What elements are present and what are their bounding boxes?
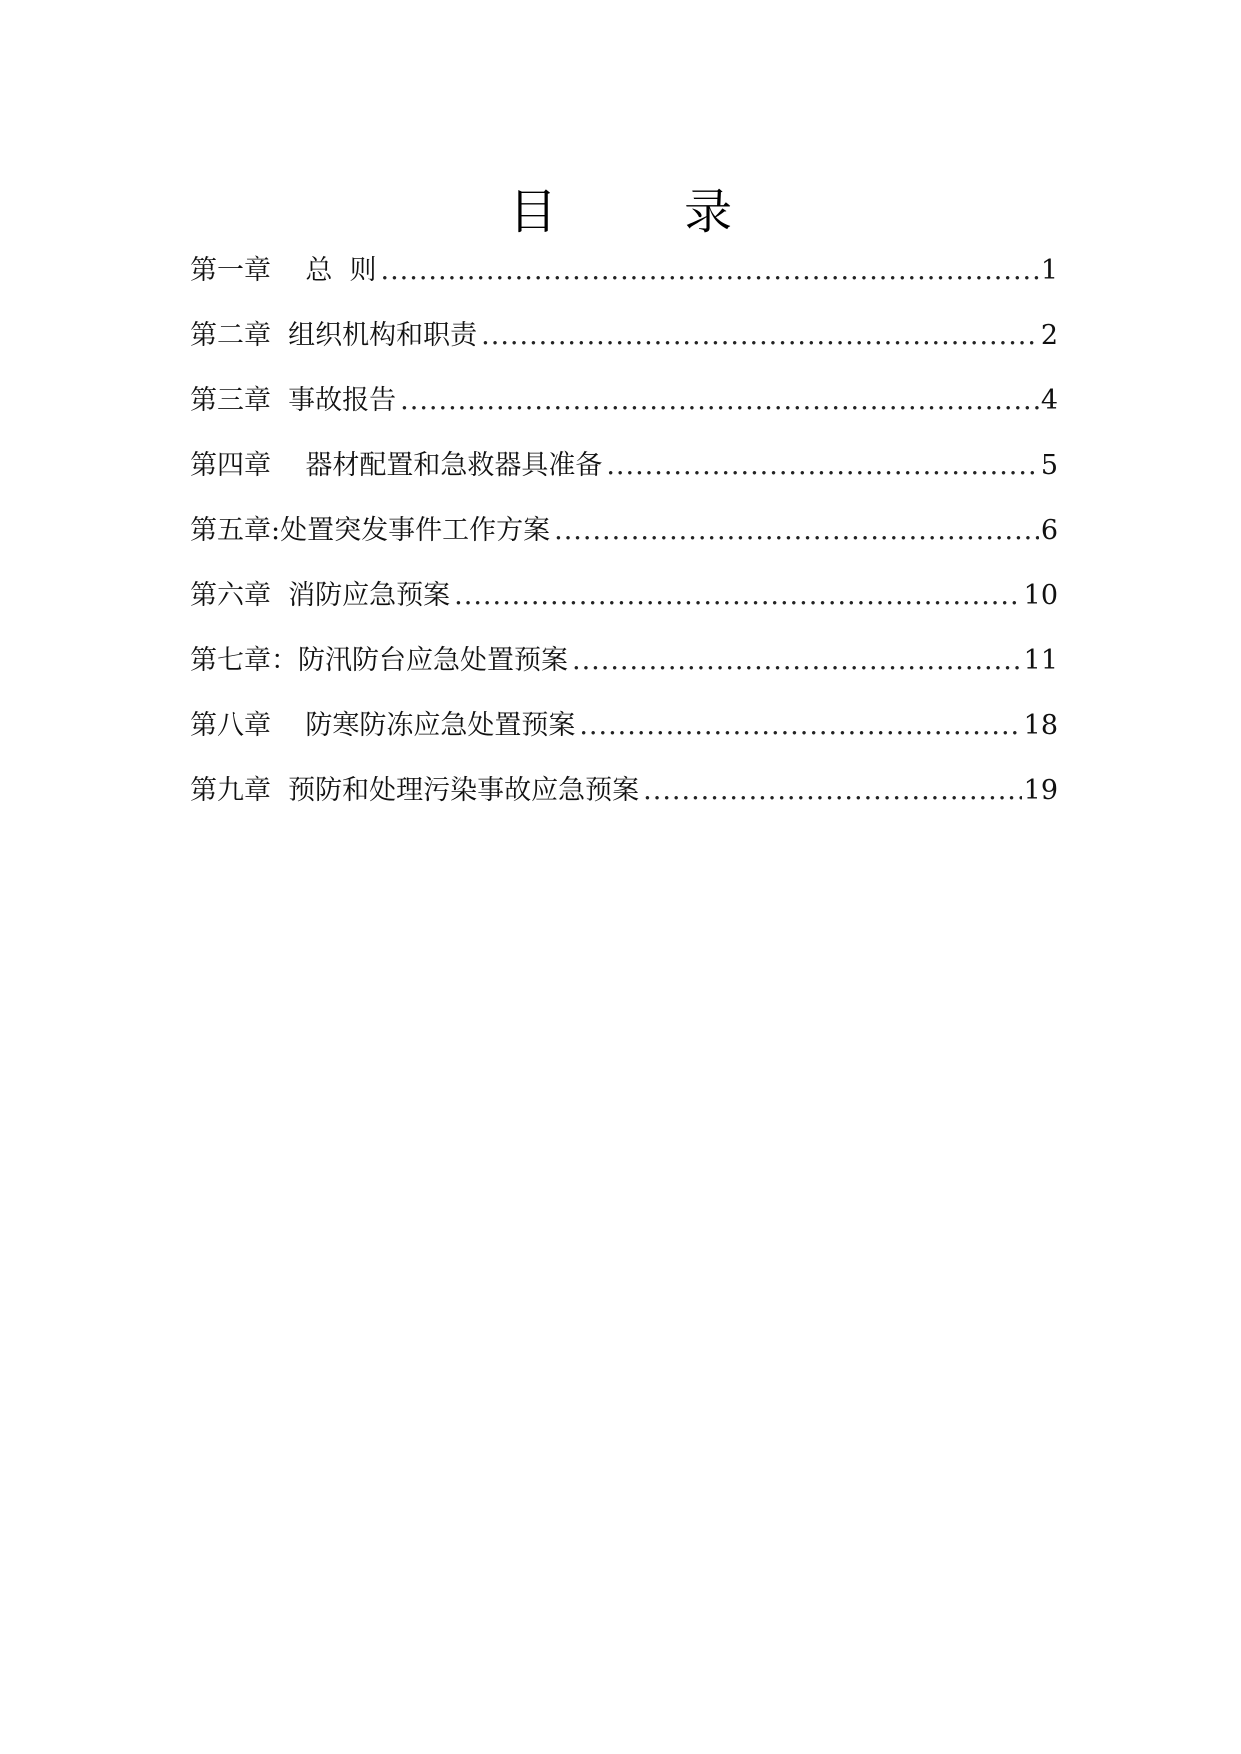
toc-entry-chapter-1[interactable] bbox=[190, 251, 1058, 316]
toc-dot-leader bbox=[381, 251, 1039, 291]
toc-dot-leader bbox=[481, 316, 1039, 356]
toc-dot-leader bbox=[400, 381, 1039, 421]
toc-entry-label: 第二章 组织机构和职责 bbox=[190, 320, 478, 351]
toc-entry-chapter-5[interactable] bbox=[190, 511, 1058, 576]
toc-page-number: 4 bbox=[1040, 385, 1058, 416]
toc-entry-label: 第四章 器材配置和急救器具准备 bbox=[190, 450, 603, 481]
toc-entry-chapter-8[interactable] bbox=[190, 706, 1058, 771]
toc-entry-label: 第五章:处置突发事件工作方案 bbox=[190, 515, 551, 546]
toc-list bbox=[190, 251, 1058, 836]
toc-entry-chapter-3[interactable] bbox=[190, 381, 1058, 446]
toc-dot-leader bbox=[643, 771, 1021, 811]
toc-entry-label: 第九章 预防和处理污染事故应急预案 bbox=[190, 775, 640, 806]
toc-dot-leader bbox=[454, 576, 1021, 616]
toc-page-number: 19 bbox=[1023, 775, 1058, 806]
toc-entry-chapter-7[interactable] bbox=[190, 641, 1058, 706]
toc-entry-chapter-2[interactable] bbox=[190, 316, 1058, 381]
toc-page-number: 11 bbox=[1023, 645, 1058, 676]
toc-page-number: 1 bbox=[1040, 255, 1058, 286]
toc-entry-label: 第八章 防寒防冻应急处置预案 bbox=[190, 710, 576, 741]
toc-entry-label: 第一章 总 则 bbox=[190, 255, 377, 286]
toc-page-number: 6 bbox=[1040, 515, 1058, 546]
toc-entry-chapter-9[interactable] bbox=[190, 771, 1058, 836]
toc-page-number: 10 bbox=[1023, 580, 1058, 611]
toc-dot-leader bbox=[554, 511, 1039, 551]
toc-dot-leader bbox=[579, 706, 1021, 746]
toc-page-number: 2 bbox=[1040, 320, 1058, 351]
toc-dot-leader bbox=[572, 641, 1022, 681]
toc-entry-chapter-4[interactable] bbox=[190, 446, 1058, 511]
toc-title: 目 录 bbox=[508, 184, 789, 241]
toc-entry-label: 第六章 消防应急预案 bbox=[190, 580, 451, 611]
toc-entry-label: 第七章：防汛防台应急处置预案 bbox=[190, 645, 568, 676]
toc-entry-chapter-6[interactable] bbox=[190, 576, 1058, 641]
toc-page-number: 5 bbox=[1040, 450, 1058, 481]
toc-page-number: 18 bbox=[1023, 710, 1058, 741]
toc-dot-leader bbox=[606, 446, 1038, 486]
toc-entry-label: 第三章 事故报告 bbox=[190, 385, 397, 416]
